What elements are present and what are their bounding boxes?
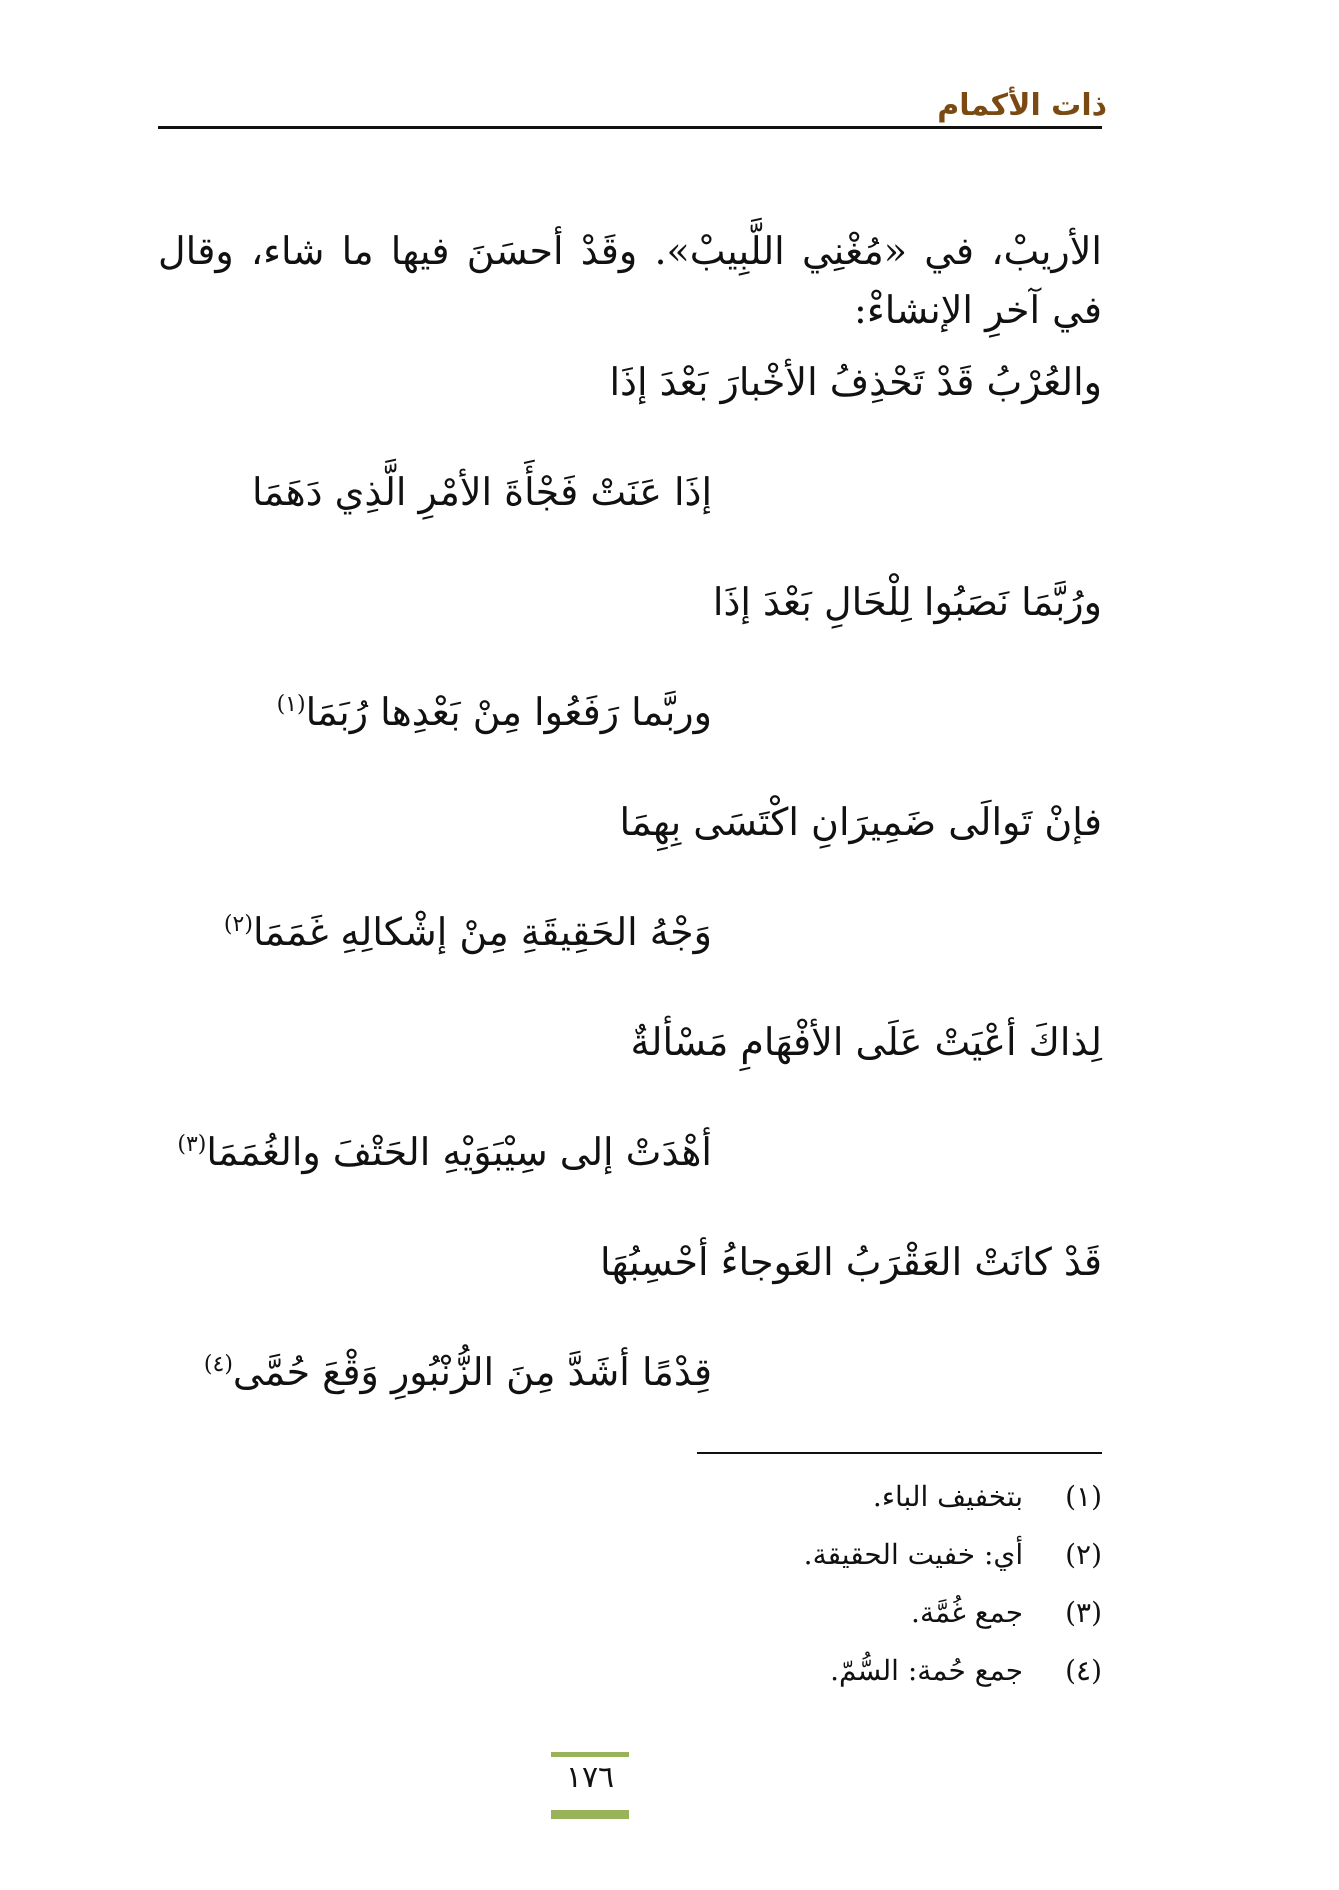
page-number-bar-top — [551, 1752, 629, 1757]
verse-text: وربَّما رَفَعُوا مِنْ بَعْدِها رُبَمَا — [305, 690, 712, 734]
footnote-reference: (٣) — [177, 1132, 207, 1158]
footnote-4 — [830, 1654, 1102, 1687]
verse-text: إذَا عَنَتْ فَجْأَةَ الأمْرِ الَّذِي دَهَمَا — [252, 470, 712, 514]
footnote-separator — [697, 1452, 1102, 1454]
footnote-number: (٢) — [1065, 1538, 1102, 1571]
intro-paragraph: الأريبْ، في «مُغْنِي اللَّبِيبْ». وقَدْ أحسَنَ فيها ما شاء، وقال في آخرِ الإنشاءْ: — [158, 229, 1102, 332]
footnote-number: (١) — [1065, 1480, 1102, 1513]
verse-3-second-half — [222, 910, 712, 954]
verse-2-first-half: ورُبَّمَا نَصَبُوا لِلْحَالِ بَعْدَ إذَا — [712, 580, 1102, 624]
verse-text: قِدْمًا أشَدَّ مِنَ الزُّنْبُورِ وَقْعَ حُمَّى — [232, 1350, 712, 1394]
verse-1-first-half: والعُرْبُ قَدْ تَحْذِفُ الأخْبارَ بَعْدَ إذَا — [609, 360, 1102, 404]
verse-1-second-half — [252, 470, 712, 514]
footnote-number: (٣) — [1065, 1596, 1102, 1629]
footnote-text: بتخفيف الباء. — [872, 1480, 1024, 1513]
verse-text: أهْدَتْ إلى سِيْبَوَيْهِ الحَتْفَ والغُمَمَا — [206, 1130, 712, 1174]
verse-5-second-half — [202, 1350, 712, 1394]
footnote-text: جمع حُمة: السُّمّ. — [830, 1654, 1024, 1687]
verse-text: وَجْهُ الحَقِيقَةِ مِنْ إشْكالِهِ غَمَمَا — [252, 910, 712, 954]
verse-2-second-half — [275, 690, 712, 734]
footnote-reference: (٢) — [223, 912, 253, 938]
footnote-text: جمع غُمَّة. — [911, 1596, 1024, 1629]
header-rule — [158, 126, 1102, 129]
page-number-bar-bottom — [551, 1810, 629, 1819]
footnote-1 — [873, 1480, 1102, 1513]
verse-3-first-half: فإنْ تَوالَى ضَمِيرَانِ اكْتَسَى بِهِمَا — [619, 800, 1102, 844]
verse-4-second-half — [175, 1130, 712, 1174]
footnote-reference: (١) — [276, 692, 306, 718]
verse-4-first-half: لِذاكَ أعْيَتْ عَلَى الأفْهَامِ مَسْألةٌ — [630, 1020, 1102, 1064]
footnote-number: (٤) — [1065, 1654, 1102, 1687]
page-number: ١٧٦ — [565, 1760, 615, 1795]
verse-5-first-half: قَدْ كانَتْ العَقْرَبُ العَوجاءُ أحْسِبُهَا — [600, 1240, 1102, 1284]
running-header: ذات الأكمام — [937, 88, 1107, 123]
footnote-reference: (٤) — [203, 1352, 233, 1378]
footnote-3 — [911, 1596, 1102, 1629]
footnote-2 — [804, 1538, 1102, 1571]
footnote-text: أي: خفيت الحقيقة. — [803, 1538, 1024, 1571]
